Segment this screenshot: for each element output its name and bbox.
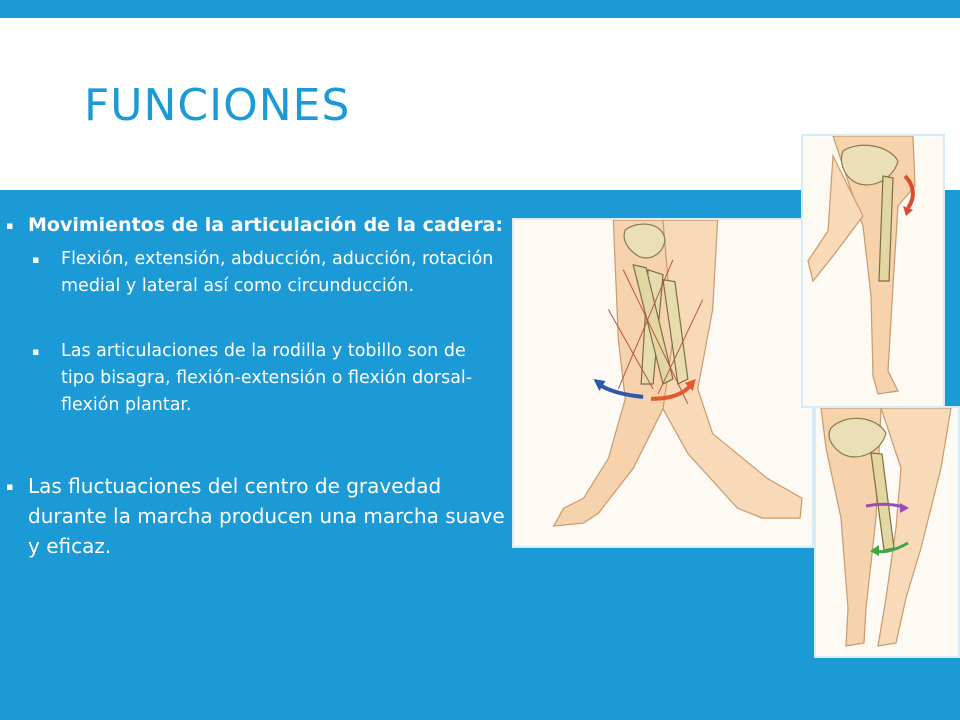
slide-title: FUNCIONES — [84, 80, 351, 131]
hip-abduction-graphic — [816, 408, 958, 656]
bullet-list — [0, 210, 505, 561]
sub-bullet-text: Las articulaciones de la rodilla y tobillo son de tipo bisagra, flexión-extensión o flexión dorsal-flexión plantar. — [61, 341, 473, 415]
hip-abduction-illustration — [814, 406, 960, 658]
bullet-marker-icon: ▪ — [32, 253, 40, 266]
bullet-text: Las fluctuaciones del centro de gravedad durante la marcha producen una marcha suave y eficaz. — [28, 474, 505, 558]
walking-legs-illustration — [512, 218, 814, 548]
bullet-text: Movimientos de la articulación de la cadera: — [28, 214, 503, 236]
bullet-item — [0, 471, 505, 561]
bullet-marker-icon: ▪ — [6, 480, 14, 493]
hip-flexion-graphic — [803, 136, 943, 406]
top-accent-bar — [0, 0, 960, 18]
bullet-marker-icon: ▪ — [6, 219, 14, 232]
bullet-item — [0, 210, 505, 240]
sub-bullet-item — [0, 246, 505, 300]
sub-bullet-item — [0, 338, 505, 419]
bullet-marker-icon: ▪ — [32, 345, 40, 358]
walking-legs-graphic — [514, 220, 812, 546]
sub-bullet-text: Flexión, extensión, abducción, aducción, rotación medial y lateral así como circunducción. — [61, 249, 494, 296]
hip-flexion-illustration — [801, 134, 945, 408]
